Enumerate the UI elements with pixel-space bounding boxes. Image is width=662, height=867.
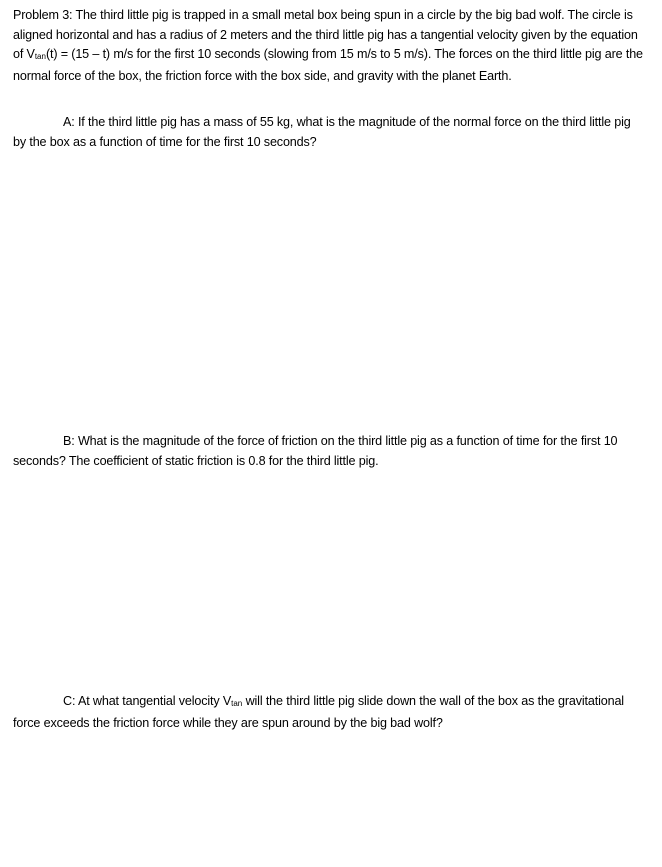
question-b: B: What is the magnitude of the force of friction on the third little pig as a function of time for the first 10 seconds? The coefficient of static friction is 0.8 for the third little pig. <box>13 434 618 468</box>
question-c <box>13 692 643 733</box>
velocity-subscript: tan <box>34 52 46 61</box>
problem-statement-text: Problem 3: The third little pig is trapped in a small metal box being spun in a circle by the big bad wolf. The circle is aligned horizontal and has a radius of 2 meters and the third little pig has a tangential velocity given by the equation of V <box>13 8 638 61</box>
problem-statement <box>13 6 643 86</box>
question-c-text-cont: will the third little pig slide down the wall of the box as the gravitational force exceeds the friction force while they are spun around by the big bad wolf? <box>13 694 624 730</box>
question-c-text: C: At what tangential velocity V <box>63 694 232 708</box>
problem-statement-text-cont: (t) = (15 – t) m/s for the first 10 seconds (slowing from 15 m/s to 5 m/s). The forces on the third little pig are the normal force of the box, the friction force with the box side, and gravity with the planet Earth. <box>13 47 643 83</box>
question-a: A: If the third little pig has a mass of 55 kg, what is the magnitude of the normal force on the third little pig by the box as a function of time for the first 10 seconds? <box>13 115 631 149</box>
velocity-subscript: tan <box>231 699 243 708</box>
